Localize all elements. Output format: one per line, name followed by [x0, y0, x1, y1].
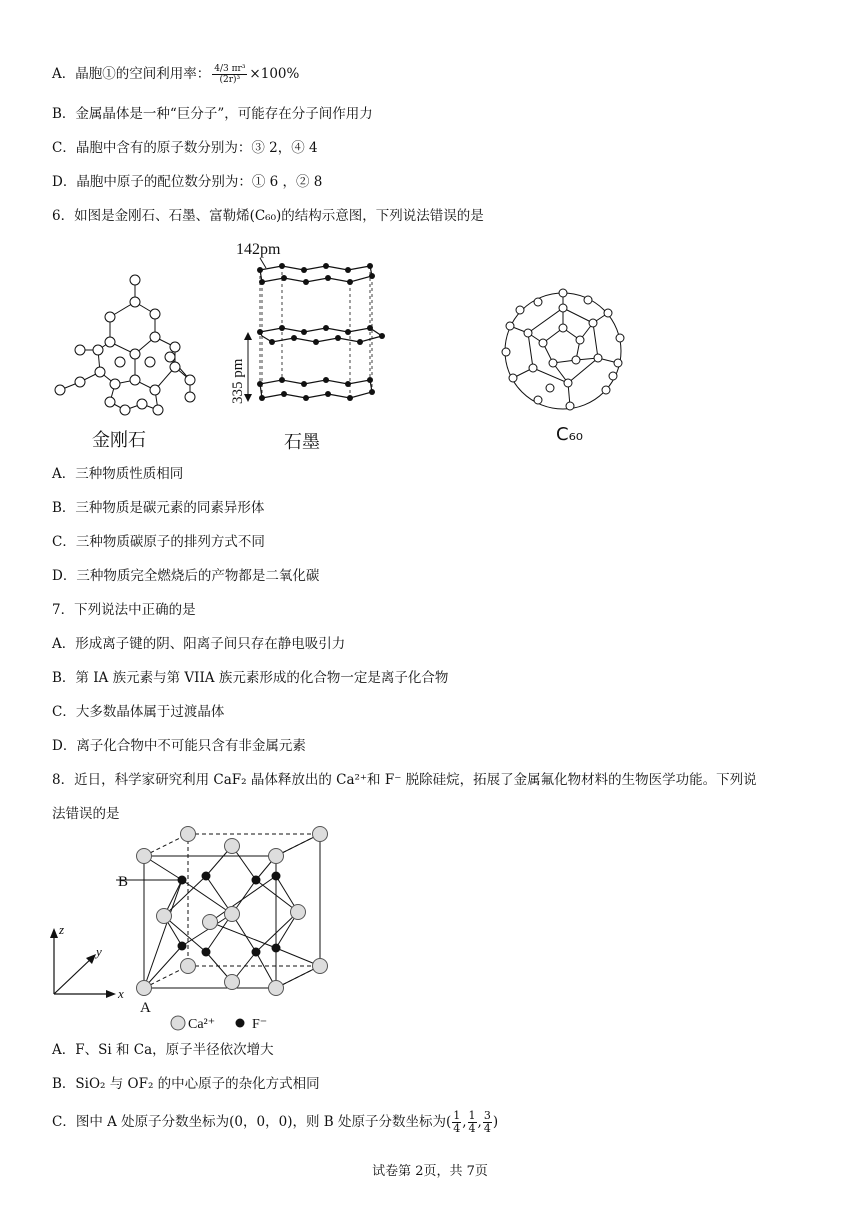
legend-f-label: F⁻ — [252, 1017, 268, 1032]
graphite-bond-length-label: 142pm — [236, 241, 281, 258]
q8-option-c-suffix: ) — [492, 1114, 499, 1130]
q6-option-a: A．三种物质性质相同 — [52, 466, 184, 482]
q5-option-d: D．晶胞中原子的配位数分别为：① 6 ，② 8 — [52, 174, 323, 190]
q8-option-b: B．SiO₂ 与 OF₂ 的中心原子的杂化方式相同 — [52, 1076, 320, 1092]
q5-option-a-suffix: ×100% — [249, 66, 300, 82]
label-a: A — [140, 1000, 151, 1016]
label-b: B — [118, 874, 129, 890]
q8-option-c-prefix: C．图中 A 处原子分数坐标为(0，0，0)，则 B 处原子分数坐标为( — [52, 1114, 452, 1130]
q5-option-a-prefix: A．晶胞①的空间利用率： — [52, 66, 211, 82]
legend-f-swatch — [236, 1019, 245, 1028]
q8-stem-line2: 法错误的是 — [52, 806, 120, 822]
q8-option-c: C．图中 A 处原子分数坐标为(0，0，0)，则 B 处原子分数坐标为( $\frac{1}{4}$ , $\frac{1}{4}$ , $\frac{3}{4}$ ) — [52, 1109, 499, 1135]
q7-option-b: B．第 IA 族元素与第 VIIA 族元素形成的化合物一定是离子化合物 — [52, 670, 449, 686]
caf2-unit-cell-figure — [46, 826, 346, 1036]
graphite-layer-distance-label: 335 pm — [230, 358, 246, 404]
frac-numerator: 1 — [468, 1109, 476, 1122]
q7-stem: 7．下列说法中正确的是 — [52, 602, 196, 618]
q5-option-b: B．金属晶体是一种“巨分子”，可能存在分子间作用力 — [52, 106, 373, 122]
legend-ca-swatch — [171, 1016, 185, 1030]
q6-option-d: D．三种物质完全燃烧后的产物都是二氧化碳 — [52, 568, 320, 584]
legend-ca-label: Ca²⁺ — [188, 1017, 216, 1032]
q7-option-c: C．大多数晶体属于过渡晶体 — [52, 704, 225, 720]
diamond-structure-figure — [50, 262, 200, 422]
frac-denominator: 4 — [483, 1122, 491, 1135]
q6-stem: 6．如图是金刚石、石墨、富勒烯(C₆₀)的结构示意图，下列说法错误的是 — [52, 208, 484, 224]
frac-1 — [452, 1110, 461, 1135]
q7-option-a: A．形成离子键的阴、阳离子间只存在静电吸引力 — [52, 636, 346, 652]
axis-x-label: x — [118, 986, 124, 1001]
q6-option-b: B．三种物质是碳元素的同素异形体 — [52, 500, 265, 516]
q6-option-c: C．三种物质碳原子的排列方式不同 — [52, 534, 265, 550]
c60-structure-figure — [498, 288, 628, 418]
q8-option-a: A．F、Si 和 Ca，原子半径依次增大 — [52, 1042, 274, 1058]
axis-z-label: z — [59, 922, 65, 937]
graphite-caption: 石墨 — [284, 432, 320, 453]
page-footer: 试卷第 2页，共 7页 — [372, 1164, 488, 1179]
frac-denominator: (2r)³ — [219, 75, 241, 85]
frac-denominator: 4 — [468, 1122, 476, 1135]
q5-option-c: C．晶胞中含有的原子数分别为：③ 2，④ 4 — [52, 140, 318, 156]
frac-numerator: 4/3 πr³ — [214, 64, 246, 74]
frac-denominator: 4 — [453, 1122, 461, 1135]
axis-y-label: y — [96, 944, 102, 959]
q8-stem-line1: 8．近日，科学家研究利用 CaF₂ 晶体释放出的 Ca²⁺和 F⁻ 脱除硅烷，拓展了金属氟化物材料的生物医学功能。下列说 — [52, 772, 757, 788]
q5-option-a-fraction — [212, 64, 247, 85]
frac-2 — [468, 1110, 477, 1135]
frac-numerator: 3 — [483, 1109, 491, 1122]
q7-option-d: D．离子化合物中不可能只含有非金属元素 — [52, 738, 306, 754]
c60-caption: C₆₀ — [556, 424, 583, 445]
frac-3 — [483, 1110, 492, 1135]
diamond-caption: 金刚石 — [92, 430, 146, 451]
frac-numerator: 1 — [453, 1109, 461, 1122]
q5-option-a — [52, 64, 299, 85]
graphite-structure-figure — [222, 236, 397, 416]
